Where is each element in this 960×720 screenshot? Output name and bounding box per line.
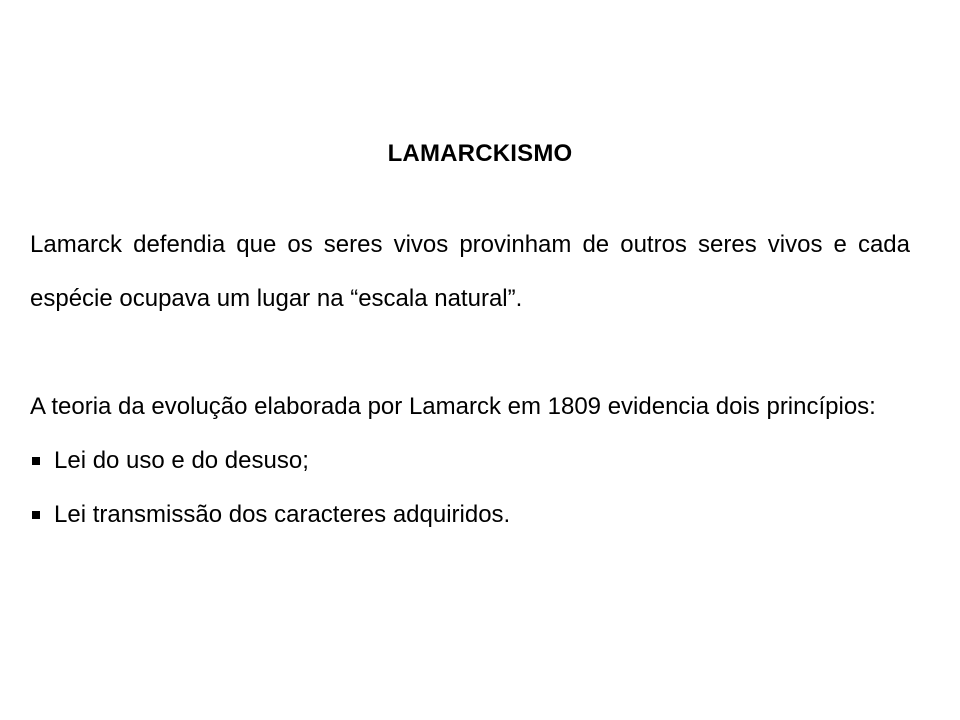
square-bullet-icon: [32, 457, 40, 465]
paragraph-spacer: [30, 326, 910, 380]
principles-list: [30, 434, 910, 542]
square-bullet-icon: [32, 511, 40, 519]
slide-body: [30, 218, 910, 542]
slide-title: LAMARCKISMO: [387, 140, 573, 167]
list-item-text: Lei do uso e do desuso;: [54, 447, 309, 474]
paragraph-theory-intro: A teoria da evolução elaborada por Lamarck em 1809 evidencia dois princípios:: [30, 393, 876, 420]
list-item: [30, 488, 910, 542]
list-item-text: Lei transmissão dos caracteres adquiridos.: [54, 501, 511, 528]
list-item: [30, 434, 910, 488]
paragraph-lamarck-definition: Lamarck defendia que os seres vivos provinham de outros seres vivos e cada espécie ocupava um lugar na “escala natural”.: [30, 231, 910, 312]
